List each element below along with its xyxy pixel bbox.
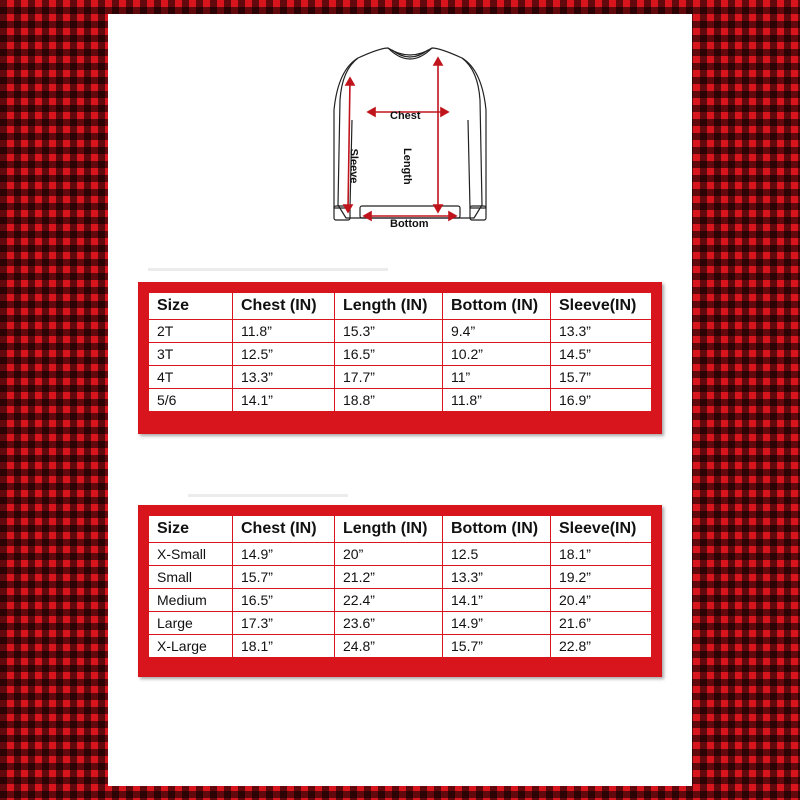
length-label: Length	[401, 148, 413, 185]
cell-bottom: 11”	[443, 366, 551, 389]
cell-size: 5/6	[149, 389, 233, 412]
table-row	[149, 543, 652, 566]
cell-chest: 12.5”	[233, 343, 335, 366]
header-chest: Chest (IN)	[233, 293, 335, 320]
cell-bottom: 14.1”	[443, 589, 551, 612]
cell-length: 15.3”	[335, 320, 443, 343]
header-size: Size	[149, 516, 233, 543]
youth-size-table	[148, 515, 652, 658]
cell-chest: 18.1”	[233, 635, 335, 658]
faint-watermark	[188, 494, 348, 497]
cell-size: 2T	[149, 320, 233, 343]
header-sleeve: Sleeve(IN)	[551, 293, 652, 320]
cell-size: 4T	[149, 366, 233, 389]
cell-sleeve: 20.4”	[551, 589, 652, 612]
table-row	[149, 320, 652, 343]
table-row	[149, 389, 652, 412]
sleeve-label: Sleeve	[347, 148, 360, 184]
kids-size-table-frame	[138, 282, 662, 434]
cell-bottom: 9.4”	[443, 320, 551, 343]
faint-watermark	[148, 268, 388, 271]
cell-length: 24.8”	[335, 635, 443, 658]
cell-chest: 14.9”	[233, 543, 335, 566]
table-row	[149, 366, 652, 389]
cell-chest: 15.7”	[233, 566, 335, 589]
cell-sleeve: 13.3”	[551, 320, 652, 343]
table-row	[149, 566, 652, 589]
table-header-row	[149, 293, 652, 320]
cell-sleeve: 15.7”	[551, 366, 652, 389]
cell-size: 3T	[149, 343, 233, 366]
cell-sleeve: 21.6”	[551, 612, 652, 635]
cell-length: 18.8”	[335, 389, 443, 412]
cell-sleeve: 14.5”	[551, 343, 652, 366]
cell-sleeve: 22.8”	[551, 635, 652, 658]
cell-length: 16.5”	[335, 343, 443, 366]
cell-length: 23.6”	[335, 612, 443, 635]
cell-sleeve: 18.1”	[551, 543, 652, 566]
header-bottom: Bottom (IN)	[443, 293, 551, 320]
cell-size: X-Small	[149, 543, 233, 566]
cell-sleeve: 16.9”	[551, 389, 652, 412]
header-size: Size	[149, 293, 233, 320]
youth-size-table-frame	[138, 505, 662, 677]
cell-length: 22.4”	[335, 589, 443, 612]
header-sleeve: Sleeve(IN)	[551, 516, 652, 543]
cell-chest: 11.8”	[233, 320, 335, 343]
table-header-row	[149, 516, 652, 543]
cell-length: 21.2”	[335, 566, 443, 589]
cell-chest: 14.1”	[233, 389, 335, 412]
table-row	[149, 343, 652, 366]
cell-size: Medium	[149, 589, 233, 612]
table-row	[149, 635, 652, 658]
cell-chest: 13.3”	[233, 366, 335, 389]
header-length: Length (IN)	[335, 293, 443, 320]
table-row	[149, 612, 652, 635]
cell-size: Large	[149, 612, 233, 635]
cell-bottom: 14.9”	[443, 612, 551, 635]
table-row	[149, 589, 652, 612]
cell-length: 20”	[335, 543, 443, 566]
bottom-label: Bottom	[390, 218, 429, 230]
cell-bottom: 10.2”	[443, 343, 551, 366]
cell-bottom: 11.8”	[443, 389, 551, 412]
cell-chest: 17.3”	[233, 612, 335, 635]
cell-sleeve: 19.2”	[551, 566, 652, 589]
chest-label: Chest	[390, 110, 421, 122]
sweatshirt-measurement-icon	[320, 40, 500, 240]
cell-size: X-Large	[149, 635, 233, 658]
cell-bottom: 15.7”	[443, 635, 551, 658]
header-chest: Chest (IN)	[233, 516, 335, 543]
cell-bottom: 12.5	[443, 543, 551, 566]
header-length: Length (IN)	[335, 516, 443, 543]
cell-size: Small	[149, 566, 233, 589]
cell-bottom: 13.3”	[443, 566, 551, 589]
cell-chest: 16.5”	[233, 589, 335, 612]
kids-size-table	[148, 292, 652, 412]
cell-length: 17.7”	[335, 366, 443, 389]
header-bottom: Bottom (IN)	[443, 516, 551, 543]
